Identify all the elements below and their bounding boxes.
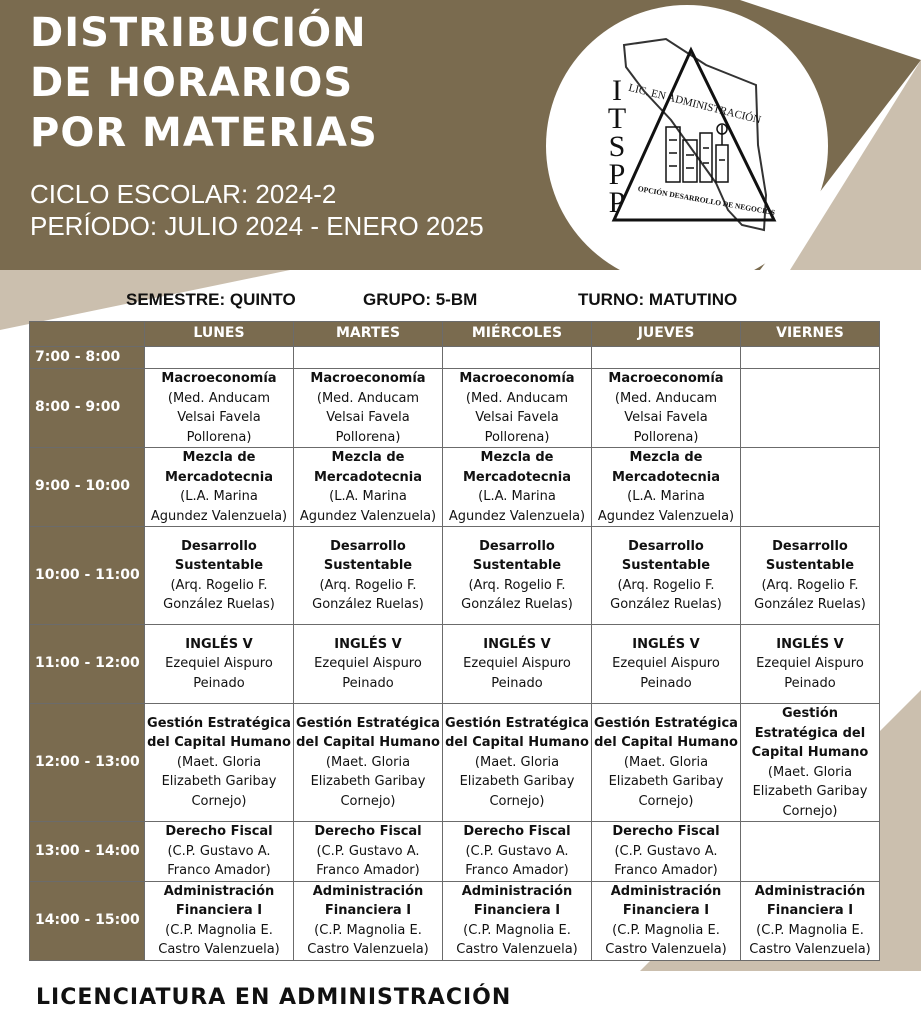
professor-name: (L.A. Marina (329, 489, 407, 504)
logo-letter-5: P (608, 186, 626, 219)
professor-name: Ezequiel Aispuro (463, 656, 571, 672)
shift-label: TURNO: MATUTINO (578, 290, 738, 309)
subject-name: Derecho Fiscal (612, 824, 720, 839)
subject-name: Gestión Estratégica (594, 715, 738, 731)
professor-name: Franco Amador) (614, 863, 718, 878)
professor-name: Pollorena) (484, 429, 550, 445)
professor-name: González Ruelas) (610, 597, 722, 612)
class-cell (294, 822, 443, 882)
professor-name: Agundez Valenzuela) (150, 508, 288, 524)
professor-name: (Med. Anducam (465, 390, 569, 406)
class-cell (592, 369, 741, 448)
professor-name: (Arq. Rogelio F. (170, 577, 268, 593)
class-cell (741, 527, 880, 625)
day-header: VIERNES (741, 322, 880, 347)
professor-name: Elizabeth Garibay (161, 774, 277, 790)
subject-name: Mercadotecnia (313, 469, 423, 485)
class-cell (741, 625, 880, 704)
professor-name: (Arq. Rogelio F. (468, 577, 566, 593)
class-cell (145, 369, 294, 448)
professor-name: (Med. Anducam (316, 390, 420, 406)
professor-name: (Med. Anducam (167, 390, 271, 406)
subject-name: del Capital Humano (296, 735, 440, 751)
subject-name: INGLÉS V (185, 636, 253, 652)
professor-name: Agundez Valenzuela) (597, 508, 735, 524)
professor-name: Elizabeth Garibay (310, 774, 426, 790)
professor-name: Pollorena) (633, 429, 699, 445)
professor-name: Velsai Favela (624, 410, 708, 425)
subject-name: Gestión (781, 706, 839, 721)
subject-name: Financiera I (175, 903, 263, 918)
subject-name: Administración (312, 883, 424, 899)
logo-letter-1: I (612, 74, 622, 107)
class-cell (741, 822, 880, 882)
professor-name: (C.P. Gustavo A. (465, 843, 569, 859)
class-cell (145, 704, 294, 822)
professor-name: Agundez Valenzuela) (299, 508, 437, 524)
buildings-icon (666, 124, 728, 182)
subject-name: Sustentable (472, 558, 562, 573)
subject-name: Desarrollo (181, 538, 257, 554)
class-cell (592, 881, 741, 960)
professor-name: (Maet. Gloria (767, 764, 853, 780)
professor-name: Pollorena) (186, 429, 252, 445)
professor-name: Castro Valenzuela) (749, 942, 871, 957)
schedule-row (30, 704, 880, 822)
professor-name: (Arq. Rogelio F. (617, 577, 715, 593)
class-cell (741, 369, 880, 448)
schedule-row (30, 625, 880, 704)
subject-name: Mezcla de (629, 450, 703, 465)
subject-name: INGLÉS V (632, 636, 700, 652)
class-cell (443, 704, 592, 822)
logo-letter-2: T (607, 102, 627, 135)
subject-name: Administración (461, 883, 573, 899)
class-cell (294, 881, 443, 960)
subject-name: del Capital Humano (147, 735, 291, 751)
professor-name: González Ruelas) (312, 597, 424, 612)
class-cell (294, 369, 443, 448)
subject-name: Mercadotecnia (462, 469, 572, 485)
schedule-table (29, 321, 880, 961)
subject-name: INGLÉS V (483, 636, 551, 652)
subject-name: del Capital Humano (594, 735, 738, 751)
professor-name: (Maet. Gloria (623, 754, 709, 770)
schedule-row (30, 369, 880, 448)
professor-name: Peinado (640, 675, 692, 691)
professor-name: Ezequiel Aispuro (612, 656, 720, 672)
title-line-2: DE HORARIOS (30, 60, 354, 106)
subject-name: Gestión Estratégica (296, 715, 440, 731)
professor-name: Cornejo) (191, 793, 247, 809)
professor-name: (Maet. Gloria (325, 754, 411, 770)
subject-name: Administración (163, 883, 275, 899)
schedule-row (30, 527, 880, 625)
semester-label: SEMESTRE: QUINTO (126, 290, 296, 309)
professor-name: (C.P. Magnolia E. (756, 922, 864, 938)
subject-name: Gestión Estratégica (445, 715, 589, 731)
professor-name: Elizabeth Garibay (608, 774, 724, 790)
professor-name: (C.P. Gustavo A. (167, 843, 271, 859)
professor-name: (C.P. Magnolia E. (165, 922, 273, 938)
time-slot: 13:00 - 14:00 (30, 822, 145, 882)
professor-name: Elizabeth Garibay (752, 784, 868, 799)
class-cell (443, 527, 592, 625)
professor-name: (C.P. Magnolia E. (314, 922, 422, 938)
class-cell (294, 448, 443, 527)
class-cell (294, 704, 443, 822)
time-slot: 8:00 - 9:00 (30, 369, 145, 448)
professor-name: Cornejo) (782, 803, 838, 819)
subject-name: INGLÉS V (334, 636, 402, 652)
professor-name: Peinado (491, 675, 543, 691)
class-cell (294, 347, 443, 369)
subject-name: Financiera I (473, 903, 561, 918)
subject-name: Capital Humano (751, 745, 869, 760)
professor-name: Castro Valenzuela) (456, 942, 578, 957)
class-cell (294, 527, 443, 625)
subject-name: Derecho Fiscal (165, 824, 273, 839)
info-row (0, 290, 921, 312)
class-cell (145, 448, 294, 527)
professor-name: Elizabeth Garibay (459, 774, 575, 790)
class-cell (145, 347, 294, 369)
day-header: JUEVES (592, 322, 741, 347)
professor-name: Cornejo) (638, 793, 694, 809)
subject-name: Estratégica del (754, 725, 866, 741)
class-cell (443, 881, 592, 960)
class-cell (741, 704, 880, 822)
professor-name: Ezequiel Aispuro (756, 656, 864, 672)
subject-name: Sustentable (323, 558, 413, 573)
time-slot: 12:00 - 13:00 (30, 704, 145, 822)
logo-letter-3: S (608, 130, 626, 163)
professor-name: (Med. Anducam (614, 390, 718, 406)
professor-name: (C.P. Gustavo A. (614, 843, 718, 859)
subject-name: Desarrollo (772, 538, 848, 554)
professor-name: Franco Amador) (465, 863, 569, 878)
professor-name: González Ruelas) (754, 597, 866, 612)
professor-name: (L.A. Marina (180, 489, 258, 504)
logo-arc-bottom: OPCIÓN DESARROLLO DE NEGOCIOS (637, 184, 776, 218)
schedule-row (30, 448, 880, 527)
time-slot: 10:00 - 11:00 (30, 527, 145, 625)
class-cell (145, 625, 294, 704)
professor-name: Peinado (193, 675, 245, 691)
class-cell (592, 448, 741, 527)
subject-name: Desarrollo (330, 538, 406, 554)
professor-name: Ezequiel Aispuro (165, 656, 273, 672)
time-slot: 11:00 - 12:00 (30, 625, 145, 704)
professor-name: Ezequiel Aispuro (314, 656, 422, 672)
class-cell (145, 527, 294, 625)
class-cell (741, 881, 880, 960)
professor-name: Cornejo) (340, 793, 396, 809)
class-cell (145, 822, 294, 882)
corner-cell (30, 322, 145, 347)
subject-name: Financiera I (766, 903, 854, 918)
class-cell (592, 625, 741, 704)
class-cell (443, 347, 592, 369)
professor-name: Velsai Favela (326, 410, 410, 425)
subject-name: Mercadotecnia (611, 469, 721, 485)
group-label: GRUPO: 5-BM (363, 290, 478, 309)
subject-name: Administración (754, 883, 866, 899)
subject-name: Macroeconomía (459, 371, 575, 386)
class-cell (741, 347, 880, 369)
professor-name: (Arq. Rogelio F. (319, 577, 417, 593)
professor-name: Pollorena) (335, 429, 401, 445)
subject-name: Mezcla de (182, 450, 256, 465)
professor-name: Franco Amador) (316, 863, 420, 878)
subject-name: Mezcla de (480, 450, 554, 465)
day-header: MARTES (294, 322, 443, 347)
subject-name: Administración (610, 883, 722, 899)
title-line-1: DISTRIBUCIÓN (30, 10, 367, 56)
professor-name: (C.P. Magnolia E. (463, 922, 571, 938)
professor-name: Velsai Favela (475, 410, 559, 425)
professor-name: Agundez Valenzuela) (448, 508, 586, 524)
professor-name: Velsai Favela (177, 410, 261, 425)
class-cell (592, 527, 741, 625)
subject-name: Sustentable (765, 558, 855, 573)
class-cell (294, 625, 443, 704)
professor-name: Castro Valenzuela) (307, 942, 429, 957)
school-cycle: CICLO ESCOLAR: 2024-2 (30, 179, 337, 209)
time-slot: 9:00 - 10:00 (30, 448, 145, 527)
subject-name: del Capital Humano (445, 735, 589, 751)
subject-name: Financiera I (622, 903, 710, 918)
class-cell (443, 448, 592, 527)
professor-name: (L.A. Marina (478, 489, 556, 504)
class-cell (443, 822, 592, 882)
time-slot: 14:00 - 15:00 (30, 881, 145, 960)
logo-arc-top: LIC. EN ADMINISTRACIÓN (627, 81, 763, 127)
professor-name: (L.A. Marina (627, 489, 705, 504)
subject-name: Derecho Fiscal (463, 824, 571, 839)
title-line-3: POR MATERIAS (30, 110, 378, 156)
subject-name: Sustentable (174, 558, 264, 573)
schedule-row (30, 881, 880, 960)
professor-name: Franco Amador) (167, 863, 271, 878)
professor-name: Castro Valenzuela) (158, 942, 280, 957)
subject-name: Macroeconomía (161, 371, 277, 386)
subject-name: Financiera I (324, 903, 412, 918)
subject-name: Mercadotecnia (164, 469, 274, 485)
subject-name: INGLÉS V (776, 636, 844, 652)
logo-letter-4: P (608, 158, 626, 191)
class-cell (741, 448, 880, 527)
professor-name: Peinado (342, 675, 394, 691)
professor-name: (C.P. Gustavo A. (316, 843, 420, 859)
subject-name: Desarrollo (628, 538, 704, 554)
professor-name: (C.P. Magnolia E. (612, 922, 720, 938)
header (30, 8, 484, 242)
school-period: PERÍODO: JULIO 2024 - ENERO 2025 (30, 211, 484, 241)
subject-name: Derecho Fiscal (314, 824, 422, 839)
subject-name: Macroeconomía (310, 371, 426, 386)
class-cell (443, 369, 592, 448)
professor-name: Cornejo) (489, 793, 545, 809)
class-cell (592, 704, 741, 822)
subject-name: Gestión Estratégica (147, 715, 291, 731)
class-cell (592, 347, 741, 369)
professor-name: González Ruelas) (461, 597, 573, 612)
days-header-row (30, 322, 880, 347)
schedule-row (30, 822, 880, 882)
subject-name: Sustentable (621, 558, 711, 573)
professor-name: González Ruelas) (163, 597, 275, 612)
class-cell (443, 625, 592, 704)
subject-name: Macroeconomía (608, 371, 724, 386)
class-cell (145, 881, 294, 960)
professor-name: (Maet. Gloria (176, 754, 262, 770)
professor-name: (Arq. Rogelio F. (761, 577, 859, 593)
time-slot: 7:00 - 8:00 (30, 347, 145, 369)
class-cell (592, 822, 741, 882)
schedule-row (30, 347, 880, 369)
professor-name: (Maet. Gloria (474, 754, 560, 770)
itspp-logo (546, 5, 828, 287)
subject-name: Mezcla de (331, 450, 405, 465)
footer-title: LICENCIATURA EN ADMINISTRACIÓN (36, 985, 512, 1010)
day-header: LUNES (145, 322, 294, 347)
professor-name: Peinado (784, 675, 836, 691)
subject-name: Desarrollo (479, 538, 555, 554)
day-header: MIÉRCOLES (443, 322, 592, 347)
professor-name: Castro Valenzuela) (605, 942, 727, 957)
